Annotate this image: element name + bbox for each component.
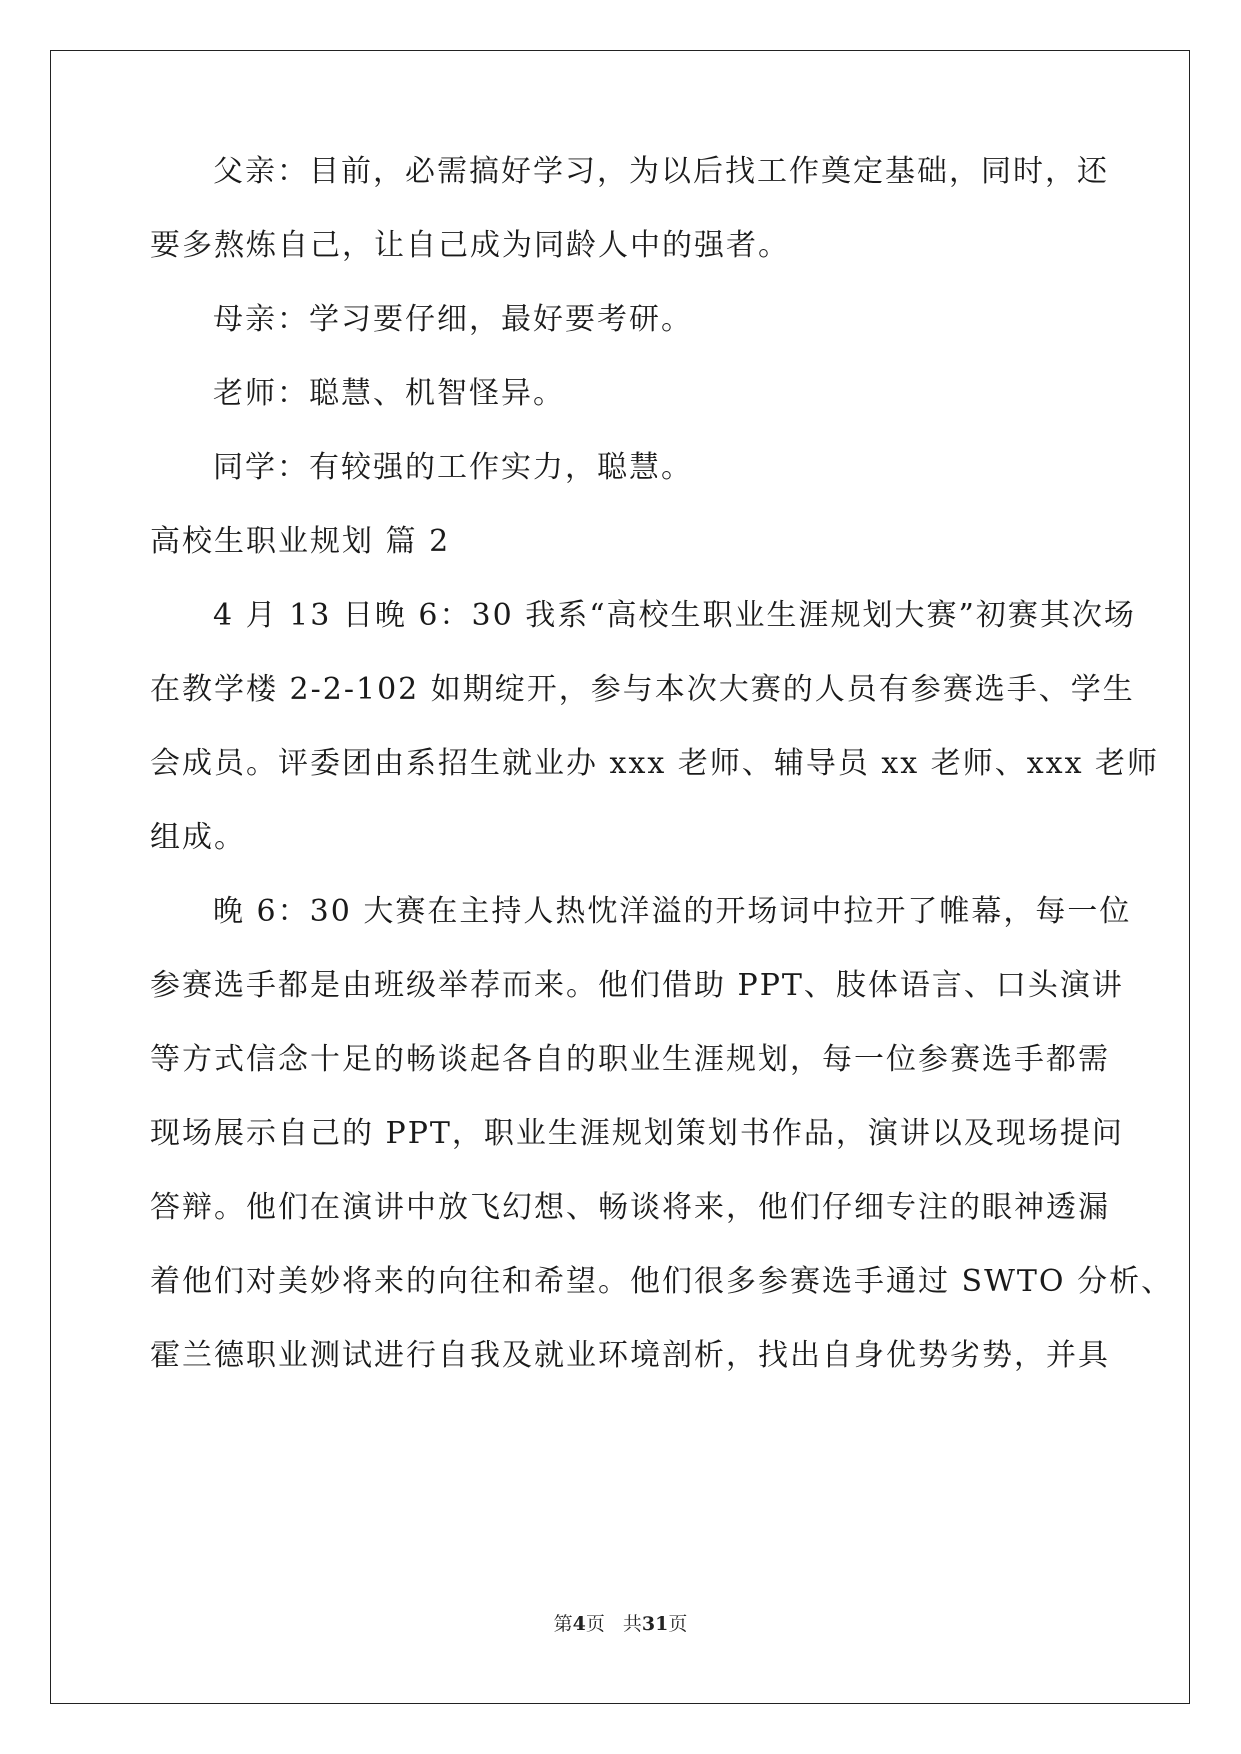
paragraph-line: 会成员。评委团由系招生就业办 xxx 老师、辅导员 xx 老师、xxx 老师 [150, 746, 1160, 781]
paragraph-line: 参赛选手都是由班级举荐而来。他们借助 PPT、肢体语言、口头演讲 [150, 968, 1124, 1003]
paragraph-line: 等方式信念十足的畅谈起各自的职业生涯规划，每一位参赛选手都需 [150, 1042, 1110, 1077]
page-border [50, 50, 1190, 1704]
paragraph-line: 现场展示自己的 PPT，职业生涯规划策划书作品，演讲以及现场提问 [150, 1116, 1124, 1151]
total-pages: 31 [641, 1613, 669, 1635]
paragraph-line: 霍兰德职业测试进行自我及就业环境剖析，找出自身优势劣势，并具 [150, 1338, 1110, 1373]
paragraph-line: 在教学楼 2-2-102 如期绽开，参与本次大赛的人员有参赛选手、学生 [150, 672, 1135, 707]
paragraph-line: 4 月 13 日晚 6：30 我系“高校生职业生涯规划大赛”初赛其次场 [213, 598, 1136, 633]
page-footer [0, 1612, 1241, 1636]
paragraph-line: 组成。 [150, 820, 246, 855]
paragraph-line: 答辩。他们在演讲中放飞幻想、畅谈将来，他们仔细专注的眼神透漏 [150, 1190, 1110, 1225]
section-heading: 高校生职业规划 篇 2 [150, 524, 451, 559]
total-suffix: 页 [668, 1613, 688, 1635]
page-number: 4 [572, 1613, 586, 1635]
paragraph-line: 同学：有较强的工作实力，聪慧。 [213, 450, 693, 485]
paragraph-line: 着他们对美妙将来的向往和希望。他们很多参赛选手通过 SWTO 分析、 [150, 1264, 1174, 1299]
paragraph-line: 母亲：学习要仔细，最好要考研。 [213, 302, 693, 337]
paragraph-line: 晚 6：30 大赛在主持人热忱洋溢的开场词中拉开了帷幕，每一位 [213, 894, 1132, 929]
page-prefix: 第 [553, 1613, 573, 1635]
page-suffix: 页 [585, 1613, 605, 1635]
paragraph-line: 老师：聪慧、机智怪异。 [213, 376, 565, 411]
paragraph-line: 要多熬炼自己，让自己成为同龄人中的强者。 [150, 228, 790, 263]
paragraph-line: 父亲：目前，必需搞好学习，为以后找工作奠定基础，同时，还 [213, 154, 1109, 189]
total-prefix: 共 [622, 1613, 642, 1635]
